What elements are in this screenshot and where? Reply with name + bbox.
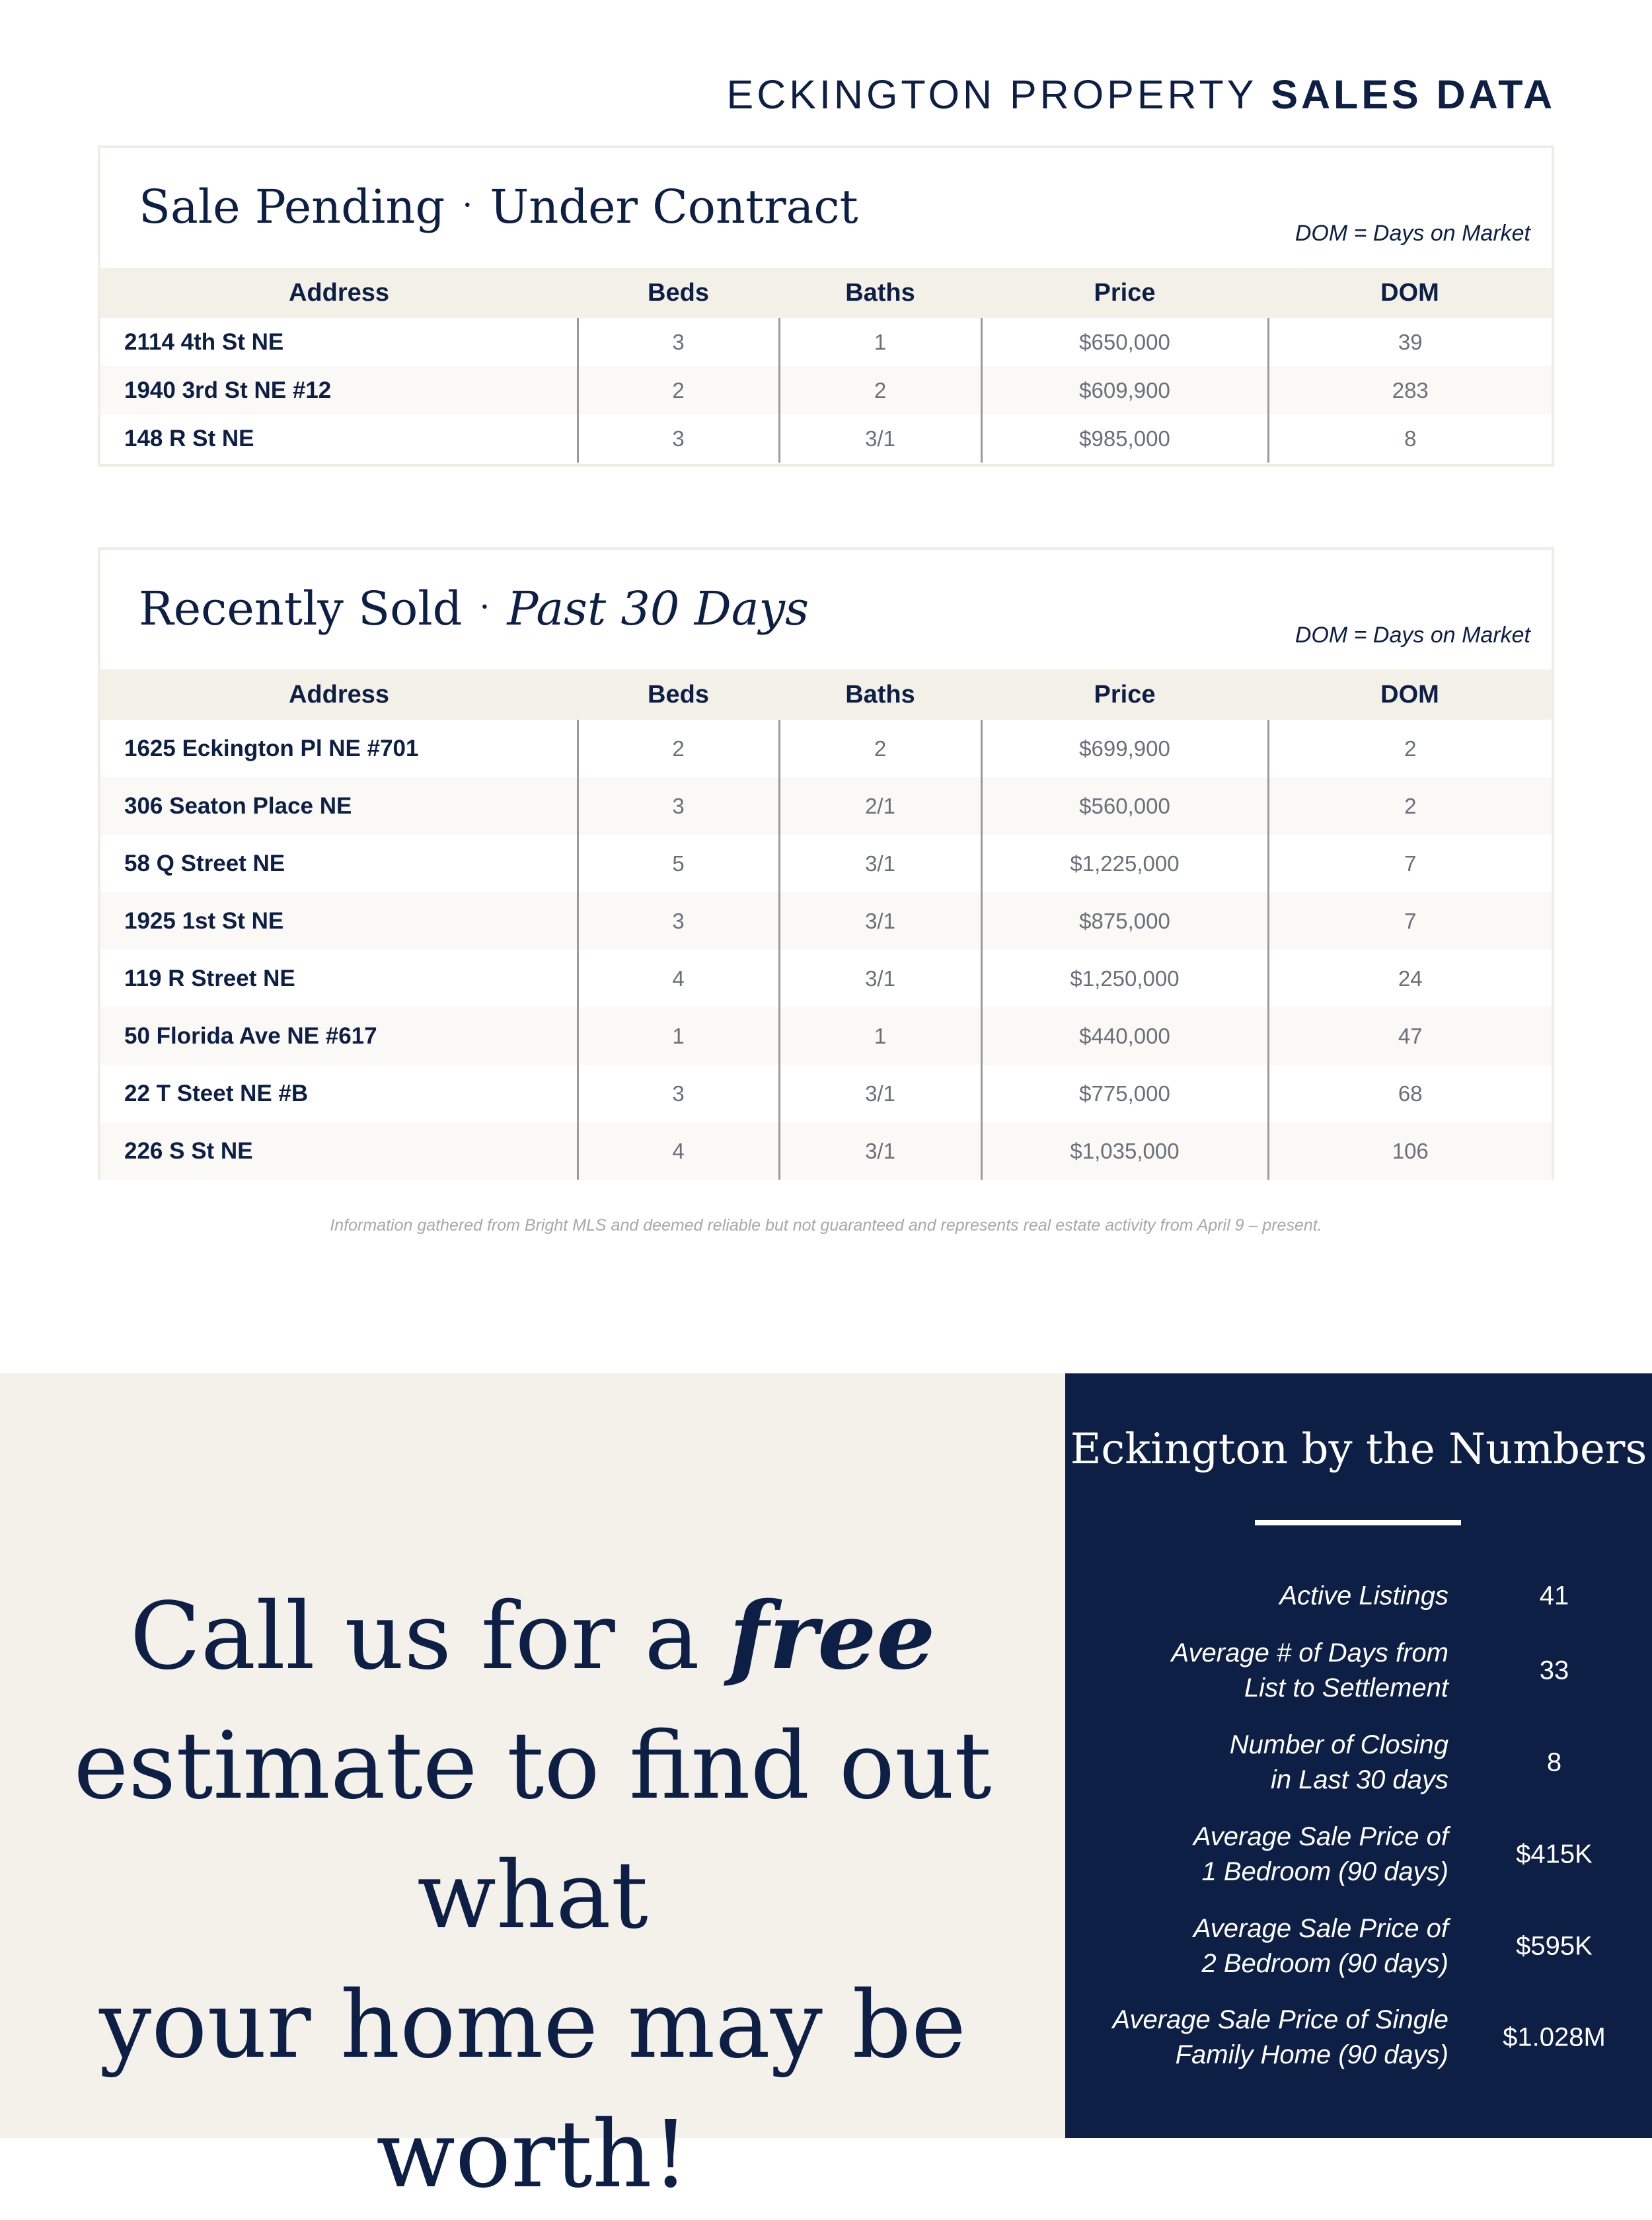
- table-row: [100, 950, 1552, 1007]
- sale-pending-title: [139, 180, 858, 234]
- cell-dom: 2: [1268, 720, 1552, 777]
- stat-value: $1.028M: [1503, 2022, 1606, 2052]
- cell-baths: 3/1: [779, 835, 981, 892]
- stat-label-line: List to Settlement: [1244, 1673, 1448, 1703]
- stat-closings: [1065, 1723, 1652, 1802]
- header-light: ECKINGTON PROPERTY: [726, 72, 1257, 117]
- cell-address: 2114 4th St NE: [124, 328, 284, 355]
- cell-price: $440,000: [981, 1007, 1268, 1065]
- cell-price: $699,900: [981, 720, 1268, 777]
- title-separator: ·: [479, 588, 490, 626]
- title-sub: Past 30 Days: [507, 582, 809, 636]
- cta-line-2: estimate to find out what: [73, 1712, 992, 1950]
- col-address: Address: [100, 670, 578, 720]
- table-row: [100, 1122, 1552, 1180]
- cell-beds: 3: [578, 318, 779, 366]
- cell-beds: 4: [578, 950, 779, 1007]
- stat-label: [1105, 1636, 1448, 1706]
- recently-sold-title: [139, 582, 809, 636]
- sale-pending-card: [98, 145, 1554, 467]
- col-price: Price: [981, 268, 1268, 318]
- cell-address: 119 R Street NE: [124, 965, 295, 991]
- cell-price: $650,000: [981, 318, 1268, 366]
- cell-baths: 3/1: [779, 1065, 981, 1122]
- cell-beds: 2: [578, 366, 779, 414]
- cell-address: 1625 Eckington Pl NE #701: [124, 735, 419, 761]
- table-row: [100, 414, 1552, 463]
- table-row: [100, 318, 1552, 366]
- cell-baths: 1: [779, 318, 981, 366]
- table-row: [100, 720, 1552, 777]
- cell-price: $1,035,000: [981, 1122, 1268, 1180]
- table-row: [100, 892, 1552, 950]
- cell-dom: 283: [1268, 366, 1552, 414]
- cell-dom: 106: [1268, 1122, 1552, 1180]
- dom-legend: DOM = Days on Market: [1295, 221, 1530, 246]
- page-header: [727, 71, 1556, 118]
- stat-label-line: Average Sale Price of Single: [1112, 2005, 1448, 2034]
- stat-value: $415K: [1516, 1839, 1593, 1869]
- cell-price: $875,000: [981, 892, 1268, 950]
- cell-beds: 2: [578, 720, 779, 777]
- cell-address: 58 Q Street NE: [124, 850, 285, 876]
- cell-beds: 3: [578, 892, 779, 950]
- cell-price: $560,000: [981, 777, 1268, 835]
- cell-price: $985,000: [981, 414, 1268, 463]
- stat-active-listings: [1065, 1556, 1652, 1636]
- stat-label-line: Average # of Days from: [1171, 1638, 1448, 1667]
- stat-label: [1105, 1911, 1448, 1981]
- table-header-row: [100, 670, 1552, 720]
- recently-sold-card: [98, 547, 1554, 1180]
- cta-line-3: your home may be worth!: [99, 1971, 966, 2209]
- col-dom: DOM: [1268, 268, 1552, 318]
- col-beds: Beds: [578, 670, 779, 720]
- cell-price: $1,250,000: [981, 950, 1268, 1007]
- stat-label-line: Average Sale Price of: [1193, 1822, 1448, 1851]
- stat-label-line: in Last 30 days: [1270, 1765, 1448, 1794]
- col-dom: DOM: [1268, 670, 1552, 720]
- col-baths: Baths: [779, 670, 981, 720]
- header-bold: SALES DATA: [1271, 72, 1556, 117]
- title-separator: ·: [462, 186, 473, 224]
- cell-baths: 3/1: [779, 1122, 981, 1180]
- stat-label-line: 2 Bedroom (90 days): [1201, 1949, 1448, 1978]
- stat-label: [1105, 1579, 1448, 1614]
- cell-beds: 1: [578, 1007, 779, 1065]
- cell-address: 1940 3rd St NE #12: [100, 366, 578, 414]
- title-main: Recently Sold: [139, 582, 463, 636]
- cell-dom: 39: [1268, 318, 1552, 366]
- numbers-panel: [1065, 1373, 1652, 2138]
- disclaimer: Information gathered from Bright MLS and deemed reliable but not guaranteed and represents real estate activity from April 9 – present.: [330, 1216, 1322, 1235]
- stat-label: [1105, 1819, 1448, 1890]
- col-beds: Beds: [578, 268, 779, 318]
- table-row: [100, 777, 1552, 835]
- sold-table: [100, 670, 1552, 1180]
- title-main: Sale Pending: [139, 180, 445, 234]
- stat-value: 8: [1546, 1747, 1562, 1777]
- cta-panel: [0, 1373, 1065, 2209]
- table-row: [100, 835, 1552, 892]
- col-baths: Baths: [779, 268, 981, 318]
- cell-dom: 2: [1268, 777, 1552, 835]
- stat-avg-1br: [1065, 1815, 1652, 1894]
- cell-beds: 4: [578, 1122, 779, 1180]
- cell-beds: 5: [578, 835, 779, 892]
- cell-address: 306 Seaton Place NE: [100, 777, 578, 835]
- cta-emphasis: free: [729, 1582, 936, 1691]
- cell-dom: 8: [1268, 414, 1552, 463]
- pending-table: [100, 268, 1552, 463]
- cell-address: 148 R St NE: [124, 425, 254, 451]
- numbers-title: Eckington by the Numbers: [1070, 1425, 1647, 1474]
- cell-address: 226 S St NE: [100, 1122, 578, 1180]
- cell-dom: 47: [1268, 1007, 1552, 1065]
- cell-baths: 3/1: [779, 892, 981, 950]
- cta-line-1: [0, 1572, 1065, 1702]
- stat-value: 33: [1539, 1656, 1569, 1685]
- cell-price: $609,900: [981, 366, 1268, 414]
- table-header-row: [100, 268, 1552, 318]
- cell-dom: 7: [1268, 892, 1552, 950]
- cell-address: 1925 1st St NE: [100, 892, 578, 950]
- table-row: [100, 1007, 1552, 1065]
- cell-baths: 3/1: [779, 414, 981, 463]
- stat-label-line: Number of Closing: [1229, 1730, 1448, 1759]
- cell-baths: 1: [779, 1007, 981, 1065]
- table-row: [100, 366, 1552, 414]
- stat-value: 41: [1539, 1581, 1569, 1611]
- stat-avg-single-family: [1065, 1998, 1652, 2077]
- stat-label-line: Average Sale Price of: [1193, 1914, 1448, 1943]
- cell-baths: 3/1: [779, 950, 981, 1007]
- stat-label: [1105, 1728, 1448, 1798]
- stat-days-to-settlement: [1065, 1631, 1652, 1710]
- stat-label: [1105, 2003, 1448, 2073]
- table-row: [100, 1065, 1552, 1122]
- col-address: Address: [100, 268, 578, 318]
- cell-beds: 3: [578, 777, 779, 835]
- cell-baths: 2/1: [779, 777, 981, 835]
- cell-baths: 2: [779, 720, 981, 777]
- dom-legend: DOM = Days on Market: [1295, 623, 1530, 648]
- title-divider: [1255, 1520, 1461, 1525]
- cell-dom: 24: [1268, 950, 1552, 1007]
- cell-beds: 3: [578, 414, 779, 463]
- col-price: Price: [981, 670, 1268, 720]
- stat-label-line: 1 Bedroom (90 days): [1201, 1857, 1448, 1886]
- cta-line-1-text: Call us for a: [130, 1583, 730, 1691]
- stat-label-line: Active Listings: [1279, 1581, 1448, 1611]
- cell-dom: 68: [1268, 1065, 1552, 1122]
- cell-address: 50 Florida Ave NE #617: [100, 1007, 578, 1065]
- stat-label-line: Family Home (90 days): [1175, 2040, 1448, 2069]
- stat-value: $595K: [1516, 1931, 1593, 1961]
- cell-beds: 3: [578, 1065, 779, 1122]
- title-sub: Under Contract: [490, 180, 858, 234]
- cell-price: $775,000: [981, 1065, 1268, 1122]
- cell-address: 22 T Steet NE #B: [124, 1080, 309, 1106]
- cell-dom: 7: [1268, 835, 1552, 892]
- cell-baths: 2: [779, 366, 981, 414]
- cell-price: $1,225,000: [981, 835, 1268, 892]
- cta-text: [0, 1572, 1065, 2220]
- stat-avg-2br: [1065, 1907, 1652, 1986]
